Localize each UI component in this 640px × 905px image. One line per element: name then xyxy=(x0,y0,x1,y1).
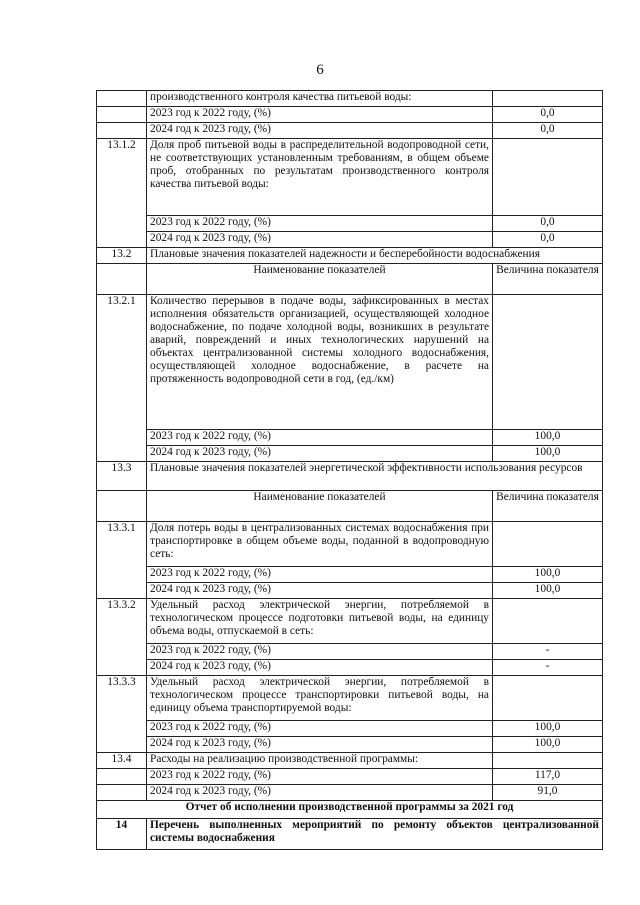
value-cell: 100,0 xyxy=(493,721,603,737)
section-number: 13.3.2 xyxy=(97,599,147,676)
table-row xyxy=(97,676,603,721)
number-cell xyxy=(97,91,147,107)
year-label: 2024 год к 2023 году, (%) xyxy=(147,232,493,248)
section-number: 13.2 xyxy=(97,248,147,264)
indicator-text: Доля потерь воды в централизованных системах водоснабжения при транспортировке в общем объеме воды, поданной в водопроводную сеть: xyxy=(147,522,493,567)
table-row xyxy=(97,446,603,462)
section-number: 13.3.3 xyxy=(97,676,147,753)
value-cell: 0,0 xyxy=(493,216,603,232)
value-cell xyxy=(493,522,603,567)
value-cell: 100,0 xyxy=(493,737,603,753)
value-cell xyxy=(493,753,603,769)
table-row xyxy=(97,819,603,850)
section-title: Перечень выполненных мероприятий по ремонту объектов централизованной системы водоснабжения xyxy=(147,819,603,850)
value-cell xyxy=(493,139,603,216)
table-row xyxy=(97,248,603,264)
value-cell xyxy=(493,599,603,644)
indicator-text: Доля проб питьевой воды в распределительной водопроводной сети, не соответствующих установленным требованиям, в общем объеме проб, отобранных по результатам производственного контроля качества питьевой воды: xyxy=(147,139,493,216)
value-cell: 100,0 xyxy=(493,583,603,599)
table-row xyxy=(97,785,603,801)
year-label: 2024 год к 2023 году, (%) xyxy=(147,123,493,139)
year-label: 2023 год к 2022 году, (%) xyxy=(147,644,493,660)
year-label: 2023 год к 2022 году, (%) xyxy=(147,107,493,123)
section-number: 13.1.2 xyxy=(97,139,147,248)
table-row xyxy=(97,721,603,737)
year-label: 2023 год к 2022 году, (%) xyxy=(147,567,493,583)
year-label: 2024 год к 2023 году, (%) xyxy=(147,737,493,753)
section-number: 13.4 xyxy=(97,753,147,769)
year-label: 2023 год к 2022 году, (%) xyxy=(147,216,493,232)
value-cell: 0,0 xyxy=(493,232,603,248)
table-row xyxy=(97,660,603,676)
number-cell xyxy=(97,264,147,295)
indicator-text: Удельный расход электрической энергии, потребляемой в технологическом процессе транспортировки питьевой воды, на единицу объема транспортируемой воды: xyxy=(147,676,493,721)
column-header-name: Наименование показателей xyxy=(147,491,493,522)
table-row xyxy=(97,264,603,295)
number-cell xyxy=(97,107,147,123)
table-row xyxy=(97,801,603,819)
column-header-name: Наименование показателей xyxy=(147,264,493,295)
indicator-text: Расходы на реализацию производственной программы: xyxy=(147,753,493,769)
year-label: 2024 год к 2023 году, (%) xyxy=(147,583,493,599)
table-row xyxy=(97,737,603,753)
table-row xyxy=(97,107,603,123)
table-row xyxy=(97,139,603,216)
report-title: Отчет об исполнении производственной программы за 2021 год xyxy=(97,801,603,819)
table-row xyxy=(97,430,603,446)
number-cell xyxy=(97,123,147,139)
section-title: Плановые значения показателей надежности и бесперебойности водоснабжения xyxy=(147,248,603,264)
table-row xyxy=(97,583,603,599)
value-cell: 0,0 xyxy=(493,107,603,123)
year-label: 2024 год к 2023 году, (%) xyxy=(147,660,493,676)
value-cell xyxy=(493,295,603,430)
table-row xyxy=(97,753,603,769)
value-cell xyxy=(493,91,603,107)
table-row xyxy=(97,232,603,248)
column-header-value: Величина показателя xyxy=(493,264,603,295)
value-cell xyxy=(493,676,603,721)
value-cell: - xyxy=(493,660,603,676)
table-row xyxy=(97,462,603,491)
table-row xyxy=(97,216,603,232)
number-cell xyxy=(97,769,147,785)
year-label: 2024 год к 2023 году, (%) xyxy=(147,785,493,801)
value-cell: - xyxy=(493,644,603,660)
table-row xyxy=(97,91,603,107)
table-row xyxy=(97,769,603,785)
table-row xyxy=(97,599,603,644)
value-cell: 100,0 xyxy=(493,567,603,583)
column-header-value: Величина показателя xyxy=(493,491,603,522)
table-row xyxy=(97,123,603,139)
section-number: 13.3.1 xyxy=(97,522,147,599)
indicator-text: Количество перерывов в подаче воды, зафиксированных в местах исполнения обязательств организацией, осуществляющей холодное водоснабжение, по подаче холодной воды, возникших в результате аварий, повреждений и иных технологических нарушений на объектах централизованной системы холодного водоснабжения, осуществляющей холодное водоснабжение, в расчете на протяженность водопроводной сети в год, (ед./км) xyxy=(147,295,493,430)
indicator-text: производственного контроля качества питьевой воды: xyxy=(147,91,493,107)
indicator-text: Удельный расход электрической энергии, потребляемой в технологическом процессе подготовки питьевой воды, на единицу объема воды, отпускаемой в сеть: xyxy=(147,599,493,644)
value-cell: 100,0 xyxy=(493,430,603,446)
section-number: 13.3 xyxy=(97,462,147,491)
table-row xyxy=(97,567,603,583)
year-label: 2024 год к 2023 году, (%) xyxy=(147,446,493,462)
number-cell xyxy=(97,491,147,522)
indicators-table xyxy=(96,90,603,850)
year-label: 2023 год к 2022 году, (%) xyxy=(147,430,493,446)
section-number: 14 xyxy=(97,819,147,850)
table-row xyxy=(97,522,603,567)
table-row xyxy=(97,491,603,522)
section-number: 13.2.1 xyxy=(97,295,147,462)
section-title: Плановые значения показателей энергетической эффективности использования ресурсов xyxy=(147,462,603,491)
number-cell xyxy=(97,785,147,801)
value-cell: 100,0 xyxy=(493,446,603,462)
table-row xyxy=(97,644,603,660)
table-row xyxy=(97,295,603,430)
value-cell: 0,0 xyxy=(493,123,603,139)
page-number: 6 xyxy=(316,62,324,78)
value-cell: 117,0 xyxy=(493,769,603,785)
year-label: 2023 год к 2022 году, (%) xyxy=(147,721,493,737)
value-cell: 91,0 xyxy=(493,785,603,801)
year-label: 2023 год к 2022 году, (%) xyxy=(147,769,493,785)
